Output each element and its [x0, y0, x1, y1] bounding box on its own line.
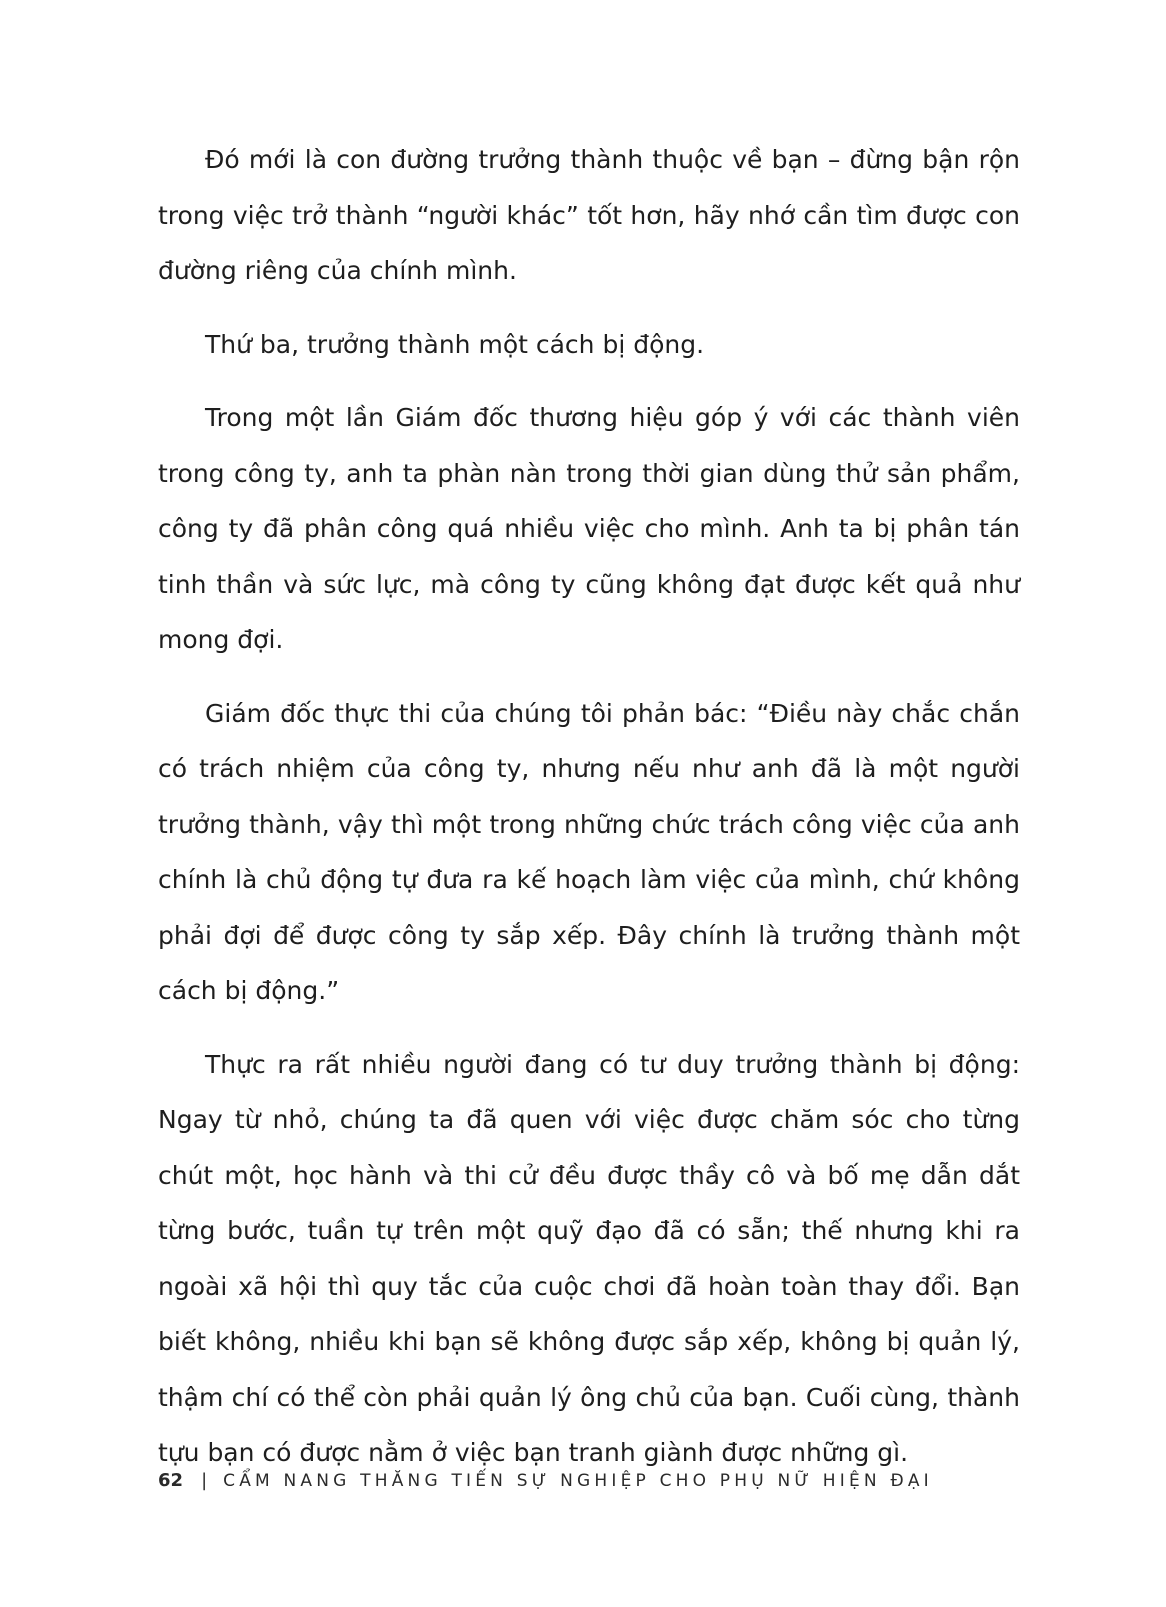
paragraph-3: Trong một lần Giám đốc thương hiệu góp ý với các thành viên trong công ty, anh ta phàn nàn trong thời gian dùng thử sản phẩm, công ty đã phân công quá nhiều việc cho mình. Anh ta bị phân tán tinh thần và sức lực, mà công ty cũng không đạt được kết quả như mong đợi. — [158, 403, 1020, 654]
footer-separator: | — [201, 1470, 208, 1491]
page-footer — [158, 1470, 933, 1491]
book-title: CẨM NANG THĂNG TIẾN SỰ NGHIỆP CHO PHỤ NỮ HIỆN ĐẠI — [223, 1471, 933, 1491]
paragraph-5: Thực ra rất nhiều người đang có tư duy trưởng thành bị động: Ngay từ nhỏ, chúng ta đã quen với việc được chăm sóc cho từng chút một, học hành và thi cử đều được thầy cô và bố mẹ dẫn dắt từng bước, tuần tự trên một quỹ đạo đã có sẵn; thế nhưng khi ra ngoài xã hội thì quy tắc của cuộc chơi đã hoàn toàn thay đổi. Bạn biết không, nhiều khi bạn sẽ không được sắp xếp, không bị quản lý, thậm chí có thể còn phải quản lý ông chủ của bạn. Cuối cùng, thành tựu bạn có được nằm ở việc bạn tranh giành được những gì. — [158, 1049, 1020, 1467]
paragraph-1: Đó mới là con đường trưởng thành thuộc về bạn – đừng bận rộn trong việc trở thành “người khác” tốt hơn, hãy nhớ cần tìm được con đường riêng của chính mình. — [158, 145, 1020, 285]
paragraph-4: Giám đốc thực thi của chúng tôi phản bác: “Điều này chắc chắn có trách nhiệm của công ty, nhưng nếu như anh đã là một người trưởng thành, vậy thì một trong những chức trách công việc của anh chính là chủ động tự đưa ra kế hoạch làm việc của mình, chứ không phải đợi để được công ty sắp xếp. Đây chính là trưởng thành một cách bị động.” — [158, 698, 1020, 1005]
body-text — [158, 132, 1020, 1499]
paragraph-2: Thứ ba, trưởng thành một cách bị động. — [205, 329, 705, 359]
page-number: 62 — [158, 1470, 184, 1491]
